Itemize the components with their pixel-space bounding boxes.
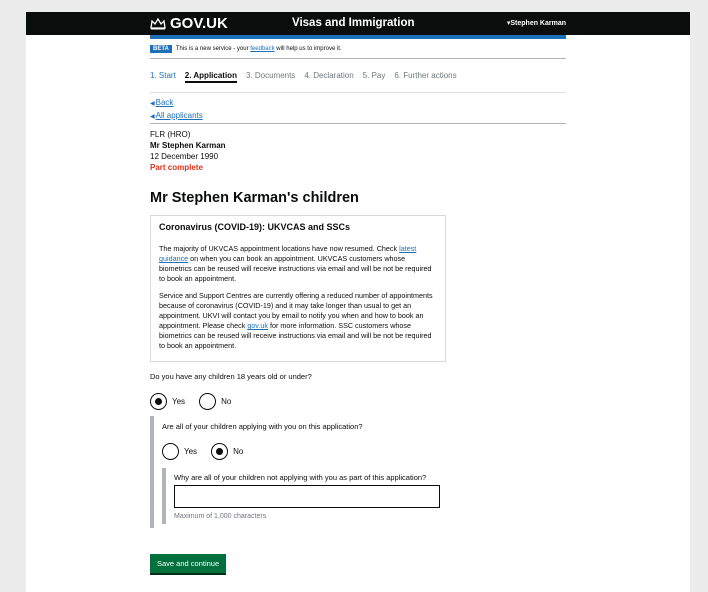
- radio-yes-applying[interactable]: [162, 443, 179, 460]
- site-header: [26, 12, 690, 35]
- step-pay: 5. Pay: [362, 71, 386, 80]
- all-applicants-link[interactable]: ◀All applicants: [150, 111, 203, 120]
- children-yes-option[interactable]: Yes: [150, 393, 185, 410]
- triangle-left-icon: ◀: [150, 114, 155, 120]
- feedback-link[interactable]: feedback: [250, 45, 275, 52]
- logo-text: GOV.UK: [170, 15, 228, 32]
- conditional-reason: [162, 468, 566, 524]
- step-application[interactable]: 2. Application: [185, 71, 237, 83]
- notice-paragraph-1: The majority of UKVCAS appointment locations have now resumed. Check latest guidance on when you can book an appointment. UKVCAS customers whose biometrics can be reused will receive instructions via email and will be not be required to book an appointment.: [159, 244, 432, 283]
- applicant-dob: 12 December 1990: [150, 152, 219, 161]
- conditional-children-applying: [150, 416, 566, 528]
- notice-title: Coronavirus (COVID-19): UKVCAS and SSCs: [159, 222, 351, 232]
- govuk-logo[interactable]: [150, 15, 228, 32]
- radio-no-applying[interactable]: [211, 443, 228, 460]
- step-navigation: [150, 59, 566, 93]
- covid-notice: [150, 215, 446, 362]
- notice-paragraph-2: Service and Support Centres are currently offering a reduced number of appointments because of coronavirus (COVID-19) and it may take longer than usual to get an appointment. UKVI will contact you by email to notify you when and how to book an appointment. Please check gov.uk for more information. SSC customers whose biometrics can be reused will receive instructions via email and will be not be required to book an appointment.: [159, 291, 433, 350]
- crown-icon: [150, 17, 166, 30]
- phase-text: This is a new service - your feedback will help us to improve it.: [175, 45, 342, 52]
- back-links: [150, 93, 566, 124]
- application-type: FLR (HRO): [150, 130, 191, 139]
- step-declaration: 4. Declaration: [304, 71, 354, 80]
- applying-no-option[interactable]: No: [211, 443, 243, 460]
- main-content: [150, 39, 566, 573]
- applicant-summary: [150, 124, 566, 173]
- latest-guidance-link[interactable]: latest guidance: [159, 244, 417, 263]
- reason-input[interactable]: [174, 485, 440, 508]
- back-link[interactable]: ◀Back: [150, 98, 174, 107]
- reason-question-label: Why are all of your children not applying with you as part of this application?: [174, 473, 427, 482]
- phase-banner: [150, 39, 566, 59]
- radio-no-children[interactable]: [199, 393, 216, 410]
- beta-tag: BETA: [150, 45, 172, 53]
- character-limit-hint: Maximum of 1,000 characters: [174, 513, 267, 520]
- status-badge: Part complete: [150, 163, 203, 172]
- applying-question-label: Are all of your children applying with you on this application?: [162, 422, 363, 431]
- service-name[interactable]: Visas and Immigration: [292, 17, 415, 29]
- triangle-left-icon: ◀: [150, 101, 155, 107]
- user-name: Stephen Karman: [510, 20, 566, 27]
- applying-radio-group: [162, 443, 566, 460]
- children-no-option[interactable]: No: [199, 393, 231, 410]
- page: [26, 12, 690, 592]
- radio-yes-children[interactable]: [150, 393, 167, 410]
- applying-yes-option[interactable]: Yes: [162, 443, 197, 460]
- govuk-link[interactable]: gov.uk: [247, 321, 268, 330]
- step-start[interactable]: 1. Start: [150, 71, 176, 80]
- applicant-name: Mr Stephen Karman: [150, 141, 226, 150]
- user-menu[interactable]: [507, 19, 566, 27]
- step-documents: 3. Documents: [245, 71, 296, 80]
- page-title: Mr Stephen Karman's children: [150, 190, 359, 206]
- save-and-continue-button[interactable]: Save and continue: [150, 554, 226, 573]
- caret-down-icon: ▾: [506, 20, 511, 27]
- children-radio-group: [150, 393, 566, 410]
- children-question-label: Do you have any children 18 years old or under?: [150, 372, 312, 381]
- step-further-actions: 6. Further actions: [394, 71, 457, 80]
